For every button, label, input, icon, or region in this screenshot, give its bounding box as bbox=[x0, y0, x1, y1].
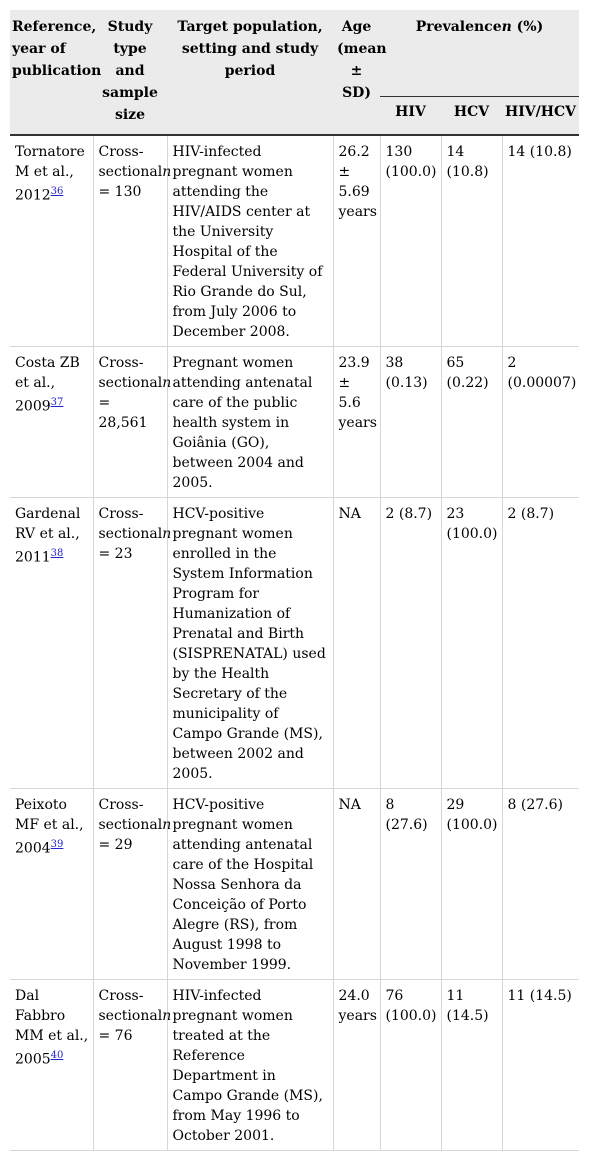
header-prevalence bbox=[380, 10, 579, 97]
header-prevalence-prefix: Prevalence bbox=[415, 19, 502, 35]
reference-text: Gardenal RV et al., 2011 bbox=[15, 506, 81, 566]
study-type: Cross-sectional bbox=[98, 797, 163, 833]
header-hiv: HIV bbox=[380, 97, 441, 136]
header-prevalence-suffix: (%) bbox=[511, 19, 544, 35]
table-row bbox=[10, 498, 579, 789]
header-hivhcv: HIV/HCV bbox=[502, 97, 579, 136]
header-hcv: HCV bbox=[441, 97, 502, 136]
cell-study bbox=[93, 135, 172, 347]
cell-hiv: 76 (100.0) bbox=[380, 980, 441, 1151]
sample-n-label: n bbox=[162, 526, 172, 542]
cell-age: NA bbox=[333, 789, 380, 980]
cell-hcv: 65 (0.22) bbox=[441, 347, 502, 498]
cell-target: HCV-positive pregnant women enrolled in the System Information Program for Humanization of Prenatal and Birth (SISPRENATAL) used by the Health Secretary of the municipality of Campo Grande (MS), between 2002 and 2005. bbox=[167, 498, 333, 789]
study-type: Cross-sectional bbox=[98, 506, 163, 542]
header-study: Study type and sample size bbox=[93, 10, 167, 135]
study-type: Cross-sectional bbox=[98, 988, 163, 1024]
header-target: Target population, setting and study period bbox=[167, 10, 333, 135]
cell-reference bbox=[10, 498, 93, 789]
cell-reference bbox=[10, 789, 93, 980]
cell-hcv: 29 (100.0) bbox=[441, 789, 502, 980]
cell-study bbox=[93, 498, 172, 789]
reference-text: Peixoto MF et al., 2004 bbox=[15, 797, 84, 857]
cell-hivhcv: 2 (8.7) bbox=[502, 498, 579, 789]
study-type: Cross-sectional bbox=[98, 355, 163, 391]
cell-hcv: 11 (14.5) bbox=[441, 980, 502, 1151]
cell-hivhcv: 2 (0.00007) bbox=[502, 347, 579, 498]
sample-n-label: n bbox=[162, 1008, 172, 1024]
reference-text: Tornatore M et al., 2012 bbox=[15, 144, 85, 204]
cell-hivhcv: 14 (10.8) bbox=[502, 135, 579, 347]
reference-link[interactable]: 37 bbox=[50, 397, 64, 408]
cell-study bbox=[93, 347, 172, 498]
reference-link[interactable]: 40 bbox=[50, 1050, 64, 1061]
cell-hiv: 8 (27.6) bbox=[380, 789, 441, 980]
cell-age: 23.9 ± 5.6 years bbox=[333, 347, 380, 498]
header-prevalence-n: n bbox=[501, 19, 512, 35]
header-age: Age (mean ± SD) bbox=[333, 10, 380, 135]
cell-reference bbox=[10, 347, 93, 498]
table-header bbox=[10, 10, 579, 135]
cell-target: HCV-positive pregnant women attending antenatal care of the Hospital Nossa Senhora da Conceição of Porto Alegre (RS), from August 1998 to November 1999. bbox=[167, 789, 333, 980]
cell-reference bbox=[10, 980, 93, 1151]
sample-n-label: n bbox=[162, 817, 172, 833]
cell-hiv: 38 (0.13) bbox=[380, 347, 441, 498]
reference-text: Dal Fabbro MM et al., 2005 bbox=[15, 988, 89, 1068]
sample-n-label: n bbox=[162, 164, 172, 180]
cell-study bbox=[93, 789, 172, 980]
table-row bbox=[10, 135, 579, 347]
cell-hiv: 2 (8.7) bbox=[380, 498, 441, 789]
cell-hcv: 14 (10.8) bbox=[441, 135, 502, 347]
sample-size: = 76 bbox=[98, 1028, 133, 1044]
cell-study bbox=[93, 980, 172, 1151]
cell-age: NA bbox=[333, 498, 380, 789]
study-type: Cross-sectional bbox=[98, 144, 163, 180]
cell-hivhcv: 11 (14.5) bbox=[502, 980, 579, 1151]
sample-size: = 29 bbox=[98, 837, 133, 853]
cell-age: 24.0 years bbox=[333, 980, 380, 1151]
reference-link[interactable]: 39 bbox=[50, 839, 64, 850]
table-row bbox=[10, 347, 579, 498]
table-row bbox=[10, 980, 579, 1151]
header-reference: Reference, year of publication bbox=[10, 10, 93, 135]
cell-hivhcv: 8 (27.6) bbox=[502, 789, 579, 980]
cell-target: Pregnant women attending antenatal care of the public health system in Goiânia (GO), between 2004 and 2005. bbox=[167, 347, 333, 498]
reference-link[interactable]: 36 bbox=[50, 186, 64, 197]
cell-hiv: 130 (100.0) bbox=[380, 135, 441, 347]
sample-n-label: n bbox=[162, 375, 172, 391]
sample-size: = 28,561 bbox=[98, 395, 148, 431]
reference-text: Costa ZB et al., 2009 bbox=[15, 355, 80, 415]
sample-size: = 23 bbox=[98, 546, 133, 562]
table-row bbox=[10, 789, 579, 980]
cell-reference bbox=[10, 135, 93, 347]
cell-age: 26.2 ± 5.69 years bbox=[333, 135, 380, 347]
cell-hcv: 23 (100.0) bbox=[441, 498, 502, 789]
reference-link[interactable]: 38 bbox=[50, 548, 64, 559]
cell-target: HIV-infected pregnant women attending the HIV/AIDS center at the University Hospital of the Federal University of Rio Grande do Sul, from July 2006 to December 2008. bbox=[167, 135, 333, 347]
cell-target: HIV-infected pregnant women treated at the Reference Department in Campo Grande (MS), from May 1996 to October 2001. bbox=[167, 980, 333, 1151]
sample-size: = 130 bbox=[98, 184, 142, 200]
